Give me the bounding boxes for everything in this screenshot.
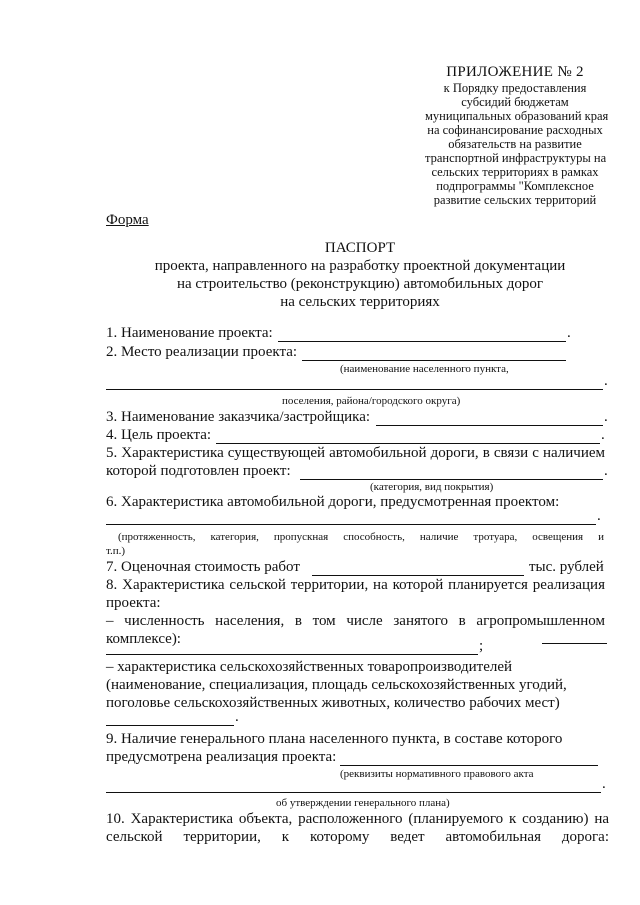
item-8-label: 8. Характеристика сельской территории, на которой планируется реализация	[106, 577, 605, 593]
item-8-producers-field[interactable]	[106, 725, 234, 726]
item-1-label: 1. Наименование проекта:	[106, 325, 273, 341]
item-5-period: .	[604, 463, 608, 479]
passport-subtitle: проекта, направленного на разработку проектной документации	[154, 258, 566, 274]
passport-subtitle: на строительство (реконструкцию) автомобильных дорог	[176, 276, 544, 292]
item-5-label: 5. Характеристика существующей автомобильной дороги, в связи с наличием	[106, 445, 605, 461]
item-7-unit: тыс. рублей	[529, 559, 604, 575]
item-8-population-field[interactable]	[542, 643, 607, 644]
passport-title: ПАСПОРТ	[324, 240, 396, 256]
item-3-field[interactable]	[376, 425, 603, 426]
item-2-field-line2[interactable]	[106, 389, 603, 390]
item-4-label: 4. Цель проекта:	[106, 427, 212, 443]
item-9-label: 9. Наличие генерального плана населенного пункта, в составе которого	[106, 731, 563, 747]
appendix-line: обязательств на развитие	[448, 137, 582, 151]
item-8-producers-label: поголовье сельскохозяйственных животных, количество рабочих мест)	[106, 695, 560, 711]
item-9-hint: об утверждении генерального плана)	[276, 797, 450, 809]
item-9-field-line2[interactable]	[106, 792, 601, 793]
item-6-hint: т.п.)	[106, 545, 126, 557]
appendix-line: транспортной инфраструктуры на	[425, 151, 607, 165]
item-9-period: .	[602, 776, 606, 792]
item-10-label: 10. Характеристика объекта, расположенного (планируемого к созданию) на	[106, 811, 609, 827]
passport-subtitle: на сельских территориях	[280, 294, 440, 310]
item-2-hint: поселения, района/городского округа)	[282, 395, 461, 407]
item-8-period: .	[235, 709, 239, 725]
item-2-hint: (наименование населенного пункта,	[340, 363, 509, 375]
item-8-label: проекта:	[106, 595, 161, 611]
item-8-population-label: комплексе):	[106, 631, 181, 647]
item-4-field[interactable]	[216, 443, 600, 444]
item-6-hint: (протяженность, категория, пропускная способность, наличие тротуара, освещения и	[118, 531, 604, 543]
item-6-period: .	[597, 508, 601, 524]
appendix-line: муниципальных образований края	[425, 109, 609, 123]
item-10-label: сельской территории, к которому ведет автомобильная дорога:	[106, 829, 609, 845]
form-label: Форма	[106, 212, 149, 228]
item-8-producers-label: (наименование, специализация, площадь сельскохозяйственных угодий,	[106, 677, 567, 693]
item-3-period: .	[604, 409, 608, 425]
item-6-label: 6. Характеристика автомобильной дороги, предусмотренная проектом:	[106, 494, 560, 510]
appendix-line: на софинансирование расходных	[427, 123, 603, 137]
item-3-label: 3. Наименование заказчика/застройщика:	[106, 409, 371, 425]
item-5-hint: (категория, вид покрытия)	[370, 481, 494, 493]
item-1-period: .	[567, 325, 571, 341]
appendix-line: сельских территориях в рамках	[431, 165, 599, 179]
item-2-field[interactable]	[302, 360, 566, 361]
item-7-label: 7. Оценочная стоимость работ	[106, 559, 300, 575]
item-8-semicolon: ;	[479, 638, 484, 654]
item-5-label: которой подготовлен проект:	[106, 463, 291, 479]
item-9-hint: (реквизиты нормативного правового акта	[340, 768, 534, 780]
item-1-field[interactable]	[278, 341, 566, 342]
item-2-period: .	[604, 373, 608, 389]
appendix-line: субсидий бюджетам	[461, 95, 569, 109]
item-7-field[interactable]	[312, 575, 524, 576]
item-9-label: предусмотрена реализация проекта:	[106, 749, 337, 765]
item-9-field[interactable]	[340, 765, 598, 766]
item-8-population-label: – численность населения, в том числе занятого в агропромышленном	[106, 613, 605, 629]
appendix-line: к Порядку предоставления	[443, 81, 587, 95]
item-8-population-field-line2[interactable]	[106, 654, 478, 655]
appendix-line: подпрограммы "Комплексное	[436, 179, 594, 193]
item-4-period: .	[601, 427, 605, 443]
appendix-line: развитие сельских территорий	[433, 193, 597, 207]
appendix-title: ПРИЛОЖЕНИЕ № 2	[446, 64, 584, 80]
item-6-field[interactable]	[106, 524, 596, 525]
item-2-label: 2. Место реализации проекта:	[106, 344, 298, 360]
item-5-field[interactable]	[300, 479, 603, 480]
item-8-producers-label: – характеристика сельскохозяйственных товаропроизводителей	[106, 659, 513, 675]
